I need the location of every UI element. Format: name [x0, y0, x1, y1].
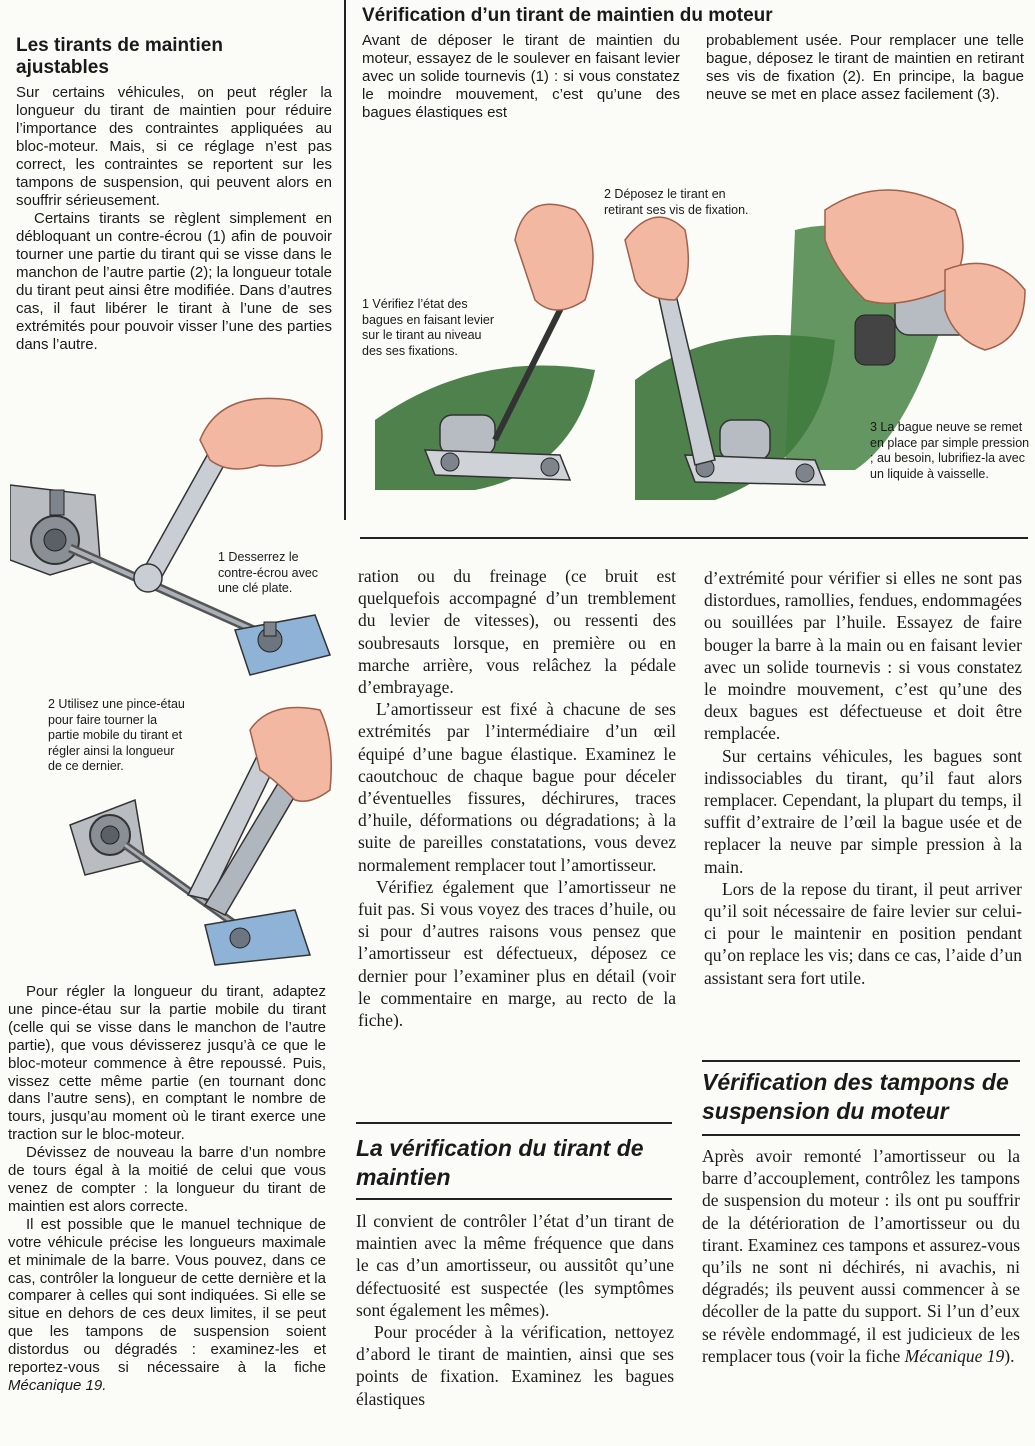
paragraph-end: ). — [1004, 1345, 1015, 1366]
paragraph: Vérifiez également que l’amortisseur ne fuit pas. Si vous voyez des traces d’huile, ou si pour d’autres raisons vous pensez que l’amortisseur est défectueux, déposez ce dernier pour l’examiner plus en détail (voir le commentaire en marge, au recto de la fiche). — [358, 876, 676, 1031]
reference-link: Mécanique 19 — [904, 1345, 1005, 1366]
paragraph: d’extrémité pour vérifier si elles ne sont pas distordues, ramollies, fendues, endommagées ou souillées par l’huile. Essayez de faire bouger la barre à la main ou en faisant levier avec un solide tournevis : si vous constatez le moindre mouvement, c’est qu’une des deux bagues est défectueuse et doit être remplacée. — [704, 568, 1022, 744]
caption-1-top: 1 Vérifiez l’état des bagues en faisant levier sur le tirant au niveau des ses fixations. — [362, 297, 495, 358]
column-divider — [344, 0, 346, 520]
heading-rule — [356, 1198, 672, 1200]
paragraph: Sur certains véhicules, les bagues sont indissociables du tirant, qu’il faut alors remplacer. Cependant, la plupart du temps, il suffit d’extraire de l’œil la bague usée et de replacer la neuve par simple pression à la main. — [704, 745, 1022, 877]
paragraph: Il convient de contrôler l’état d’un tirant de maintien avec la même fréquence que dans le cas d’un amortisseur, ou aussitôt qu’une défectuosité est suspectée (les symptômes sont également les mêmes). — [356, 1211, 674, 1320]
paragraph: Sur certains véhicules, on peut régler la longueur du tirant de maintien pour réduire l’importance des contraintes appliquées au bloc-moteur. Mais, si ce réglage n’est pas correct, les contraintes se reportent sur les tampons de suspension, qui peuvent alors en souffrir sérieusement. — [16, 84, 332, 209]
caption-1-left: 1 Desserrez le contre-écrou avec une clé plate. — [218, 550, 319, 595]
paragraph — [8, 1216, 326, 1395]
heading-rule — [702, 1134, 1020, 1136]
top-col1-text: Avant de déposer le tirant de maintien du moteur, essayez de le soulever en faisant levier avec un solide tournevis (1) : si vous constatez le moindre mouvement, c’est qu’une des bagues élastiques est — [362, 32, 680, 121]
mid-text-block-2 — [356, 1210, 674, 1410]
left-text-block-2 — [8, 983, 326, 1395]
illustration-wrench-locknut — [10, 390, 340, 690]
heading-rule — [356, 1122, 672, 1124]
paragraph: Certains tirants se règlent simplement en débloquant un contre-écrou (1) afin de pouvoir tourner une partie du tirant qui se visse dans le manchon de l’autre partie (2); la longueur totale du tirant peut ainsi être modifiée. Dans d’autres cas, il faut libérer le tirant à l’une de ses extrémités pour pouvoir visser l’une des parties dans l’autre. — [16, 210, 332, 353]
paragraph-text: Après avoir remonté l’amortisseur ou la barre d’accouplement, contrôlez les tampons de suspension du moteur : ils ont pu souffrir de la détérioration de l’amortisseur ou du tirant. Examinez ces tampons et assurez-vous qu’ils ne sont ni déchirés, ni avachis, ni dégradés; ils peuvent aussi commencer à se décoller de la patte du support. Si l’un d’eux se révèle endommagé, il est judicieux de les remplacer tous (voir la fiche — [702, 1146, 1020, 1366]
paragraph: ration ou du freinage (ce bruit est quelquefois accompagné d’un tremblement du levier de vitesses), ou ressenti des soubresauts lorsque, en première ou en marche arrière, vous relâchez la pédale d’embrayage. — [358, 566, 676, 698]
heading-rule — [702, 1060, 1020, 1062]
paragraph: Dévissez de nouveau la barre d’un nombre de tours égal à la moitié de celui que vous venez de compter : la longueur du tirant de maintien est alors correcte. — [8, 1144, 326, 1215]
caption-3-top: 3 La bague neuve se remet en place par simple pression ; au besoin, lubrifiez-la avec un liquide à vaisselle. — [870, 420, 1030, 481]
paragraph: Pour régler la longueur du tirant, adaptez une pince-étau sur la partie mobile du tirant (celle qui se visse dans le manchon de l’autre partie), que vous dévisserez jusqu’à ce que le bloc-moteur commence à être repoussé. Puis, vissez cette même partie (en tournant donc dans l’autre sens), en comptant le nombre de tours, jusqu’au moment où le tirant exerce une traction sur le bloc-moteur. — [8, 983, 326, 1144]
top-section-title: Vérification d’un tirant de maintien du moteur — [362, 5, 773, 26]
section-divider — [360, 537, 1028, 539]
mid-section-heading: La vérification du tirant de maintien — [356, 1135, 644, 1190]
top-col2-text: probablement usée. Pour remplacer une telle bague, déposez le tirant de maintien en retirant ses vis de fixation (2). En principe, la bague neuve se met en place assez facilement (3). — [706, 32, 1024, 103]
mid-text-block-1 — [358, 565, 676, 1031]
reference-link: Mécanique 19. — [8, 1376, 107, 1394]
right-section-heading: Vérification des tampons de suspension du moteur — [702, 1069, 1009, 1124]
right-text-block-1 — [704, 567, 1022, 989]
right-text-block-2 — [702, 1145, 1020, 1367]
left-section-title: Les tirants de maintien ajustables — [16, 35, 223, 78]
left-text-block-1 — [16, 84, 332, 354]
paragraph: Pour procéder à la vérification, nettoyez d’abord le tirant de maintien, ainsi que ses points de fixation. Examinez les bagues élastiques — [356, 1322, 674, 1409]
paragraph: Lors de la repose du tirant, il peut arriver qu’il soit nécessaire de faire levier sur celui-ci pour le maintenir en position pendant qu’on replace les vis; dans ce cas, l’aide d’un assistant sera fort utile. — [704, 878, 1022, 988]
paragraph — [702, 1145, 1020, 1367]
caption-2-left: 2 Utilisez une pince-étau pour faire tourner la partie mobile du tirant et régler ainsi la longueur de ce dernier. — [48, 697, 185, 773]
paragraph: L’amortisseur est fixé à chacune de ses extrémités par l’intermédiaire d’un œil équipé d’une bague élastique. Examinez le caoutchouc de chaque bague pour déceler d’éventuelles fissures, déchirures, traces d’huile, déformations ou dégradations; à la suite de pareilles constatations, vous devez normalement remplacer tout l’amortisseur. — [358, 699, 676, 875]
caption-2-top: 2 Déposez le tirant en retirant ses vis de fixation. — [604, 187, 749, 217]
paragraph-text: Il est possible que le manuel technique de votre véhicule précise les longueurs maximale et minimale de la barre. Vous pouvez, dans ce cas, contrôler la longueur de cette dernière et la comparer à celles qui sont indiquées. Si elle se situe en dehors de ces deux limites, il se peut que les tampons de suspension soient distordus ou dégradés : examinez-les et reportez-vous si nécessaire à la fiche — [8, 1215, 326, 1377]
